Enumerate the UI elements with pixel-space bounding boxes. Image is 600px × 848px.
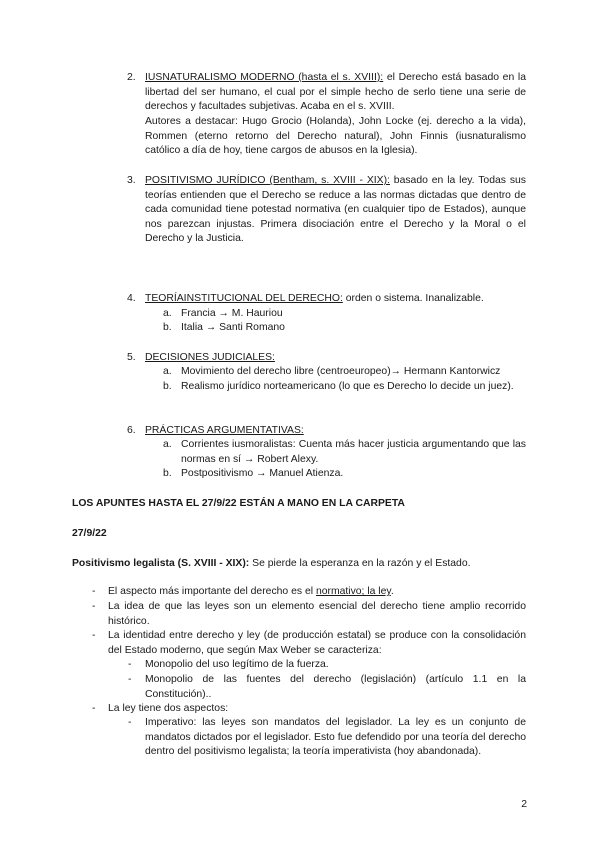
item-title-iusnaturalismo: IUSNATURALISMO MODERNO (hasta el s. XVIII): <box>145 72 384 83</box>
subbullet-fuentes: Monopolio de las fuentes del derecho (legislación) (artículo 1.1 en la Constitución).. <box>145 674 526 700</box>
item-title-decisiones: DECISIONES JUDICIALES: <box>145 352 275 363</box>
item-title-teoria: TEORÍAINSTITUCIONAL DEL DERECHO: <box>145 293 343 304</box>
item-text-positivismo: basado en la ley. Todas sus teorías entienden que el Derecho se reduce a las normas dictadas que dentro de cada comunidad tiene potestad normativa (en cualquier tipo de Estados), aunque nos parezcan injustas. Primera disociación entre el Derecho y la Moral o el Derecho y la Justicia. <box>145 175 526 245</box>
subitem-italia: Italia → Santi Romano <box>181 322 285 333</box>
item-positivismo-juridico <box>145 174 526 247</box>
dash-marker: - <box>92 703 96 714</box>
dash-marker: - <box>92 630 96 641</box>
bullet-end: . <box>390 586 394 597</box>
page-number: 2 <box>521 799 527 810</box>
item-title-practicas: PRÁCTICAS ARGUMENTATIVAS: <box>145 425 304 436</box>
subitem-postpositivismo: Postpositivismo → Manuel Atienza. <box>181 468 344 479</box>
item-title-positivismo: POSITIVISMO JURÍDICO (Bentham, s. XVIII - XIX): <box>145 175 390 186</box>
dash-marker: - <box>92 601 96 612</box>
item-number-2: 2. <box>127 72 136 83</box>
section-positivismo-legalista <box>72 557 471 572</box>
item-teoria-institucional <box>145 292 484 307</box>
section-text: Se pierde la esperanza en la razón y el Estado. <box>249 558 471 569</box>
section-title: Positivismo legalista (S. XVIII - XIX): <box>72 558 250 569</box>
subitem-derecho-libre: Movimiento del derecho libre (centroeuropeo)→ Hermann Kantorwicz <box>181 366 501 377</box>
subitem-iusmoralistas: Corrientes iusmoralistas: Cuenta más hacer justicia argumentando que las normas en sí → Robert Alexy. <box>181 439 526 465</box>
subitem-mark: b. <box>163 322 172 333</box>
bullet-underlined: normativo; la ley <box>315 586 391 597</box>
subbullet-imperativo: Imperativo: las leyes son mandatos del legislador. La ley es un conjunto de mandatos dictados por el legislador. Esto fue defendido por una teoría del derecho dentro del positivismo legalista; la teoría imperativista (hoy abandonada). <box>145 717 526 758</box>
bullet-aspecto <box>108 585 394 600</box>
bullet-dos-aspectos: La ley tiene dos aspectos: <box>108 703 229 714</box>
item-number-3: 3. <box>127 175 136 186</box>
item-number-4: 4. <box>127 293 136 304</box>
subbullet-fuerza: Monopolio del uso legítimo de la fuerza. <box>145 659 329 670</box>
item-text-iusnaturalismo: el Derecho está basado en la libertad del ser humano, el cual por el simple hecho de serlo tiene una serie de derechos y facultades subjetivas. Acaba en el s. XVIII. <box>145 72 526 113</box>
subitem-mark: b. <box>163 381 172 392</box>
authors-paragraph: Autores a destacar: Hugo Grocio (Holanda), John Locke (ej. derecho a la vida), Rommen (eterno retorno del Derecho natural), John Finnis (iusnaturalismo católico a día de hoy, tiene cargos de abusos en la Iglesia). <box>145 116 526 157</box>
subitem-mark: a. <box>163 366 172 377</box>
bullet-text: El aspecto más importante del derecho es el <box>108 586 316 597</box>
bullet-idea-leyes: La idea de que las leyes son un elemento esencial del derecho tiene amplio recorrido histórico. <box>108 601 526 627</box>
subitem-mark: a. <box>163 439 172 450</box>
item-number-6: 6. <box>127 425 136 436</box>
subitem-mark: a. <box>163 308 172 319</box>
dash-marker: - <box>128 717 132 728</box>
subitem-francia: Francia → M. Hauriou <box>181 308 283 319</box>
item-number-5: 5. <box>127 352 136 363</box>
date-heading: 27/9/22 <box>72 528 107 539</box>
item-iusnaturalismo <box>145 71 526 115</box>
item-text-teoria: orden o sistema. Inanalizable. <box>342 293 484 304</box>
dash-marker: - <box>128 659 132 670</box>
dash-marker: - <box>128 674 132 685</box>
subitem-mark: b. <box>163 468 172 479</box>
bullet-identidad: La identidad entre derecho y ley (de producción estatal) se produce con la consolidación del Estado moderno, que según Max Weber se caracteriza: <box>108 630 526 656</box>
subitem-realismo: Realismo jurídico norteamericano (lo que es Derecho lo decide un juez). <box>181 381 514 392</box>
notice-heading: LOS APUNTES HASTA EL 27/9/22 ESTÁN A MANO EN LA CARPETA <box>72 498 405 509</box>
dash-marker: - <box>92 586 96 597</box>
